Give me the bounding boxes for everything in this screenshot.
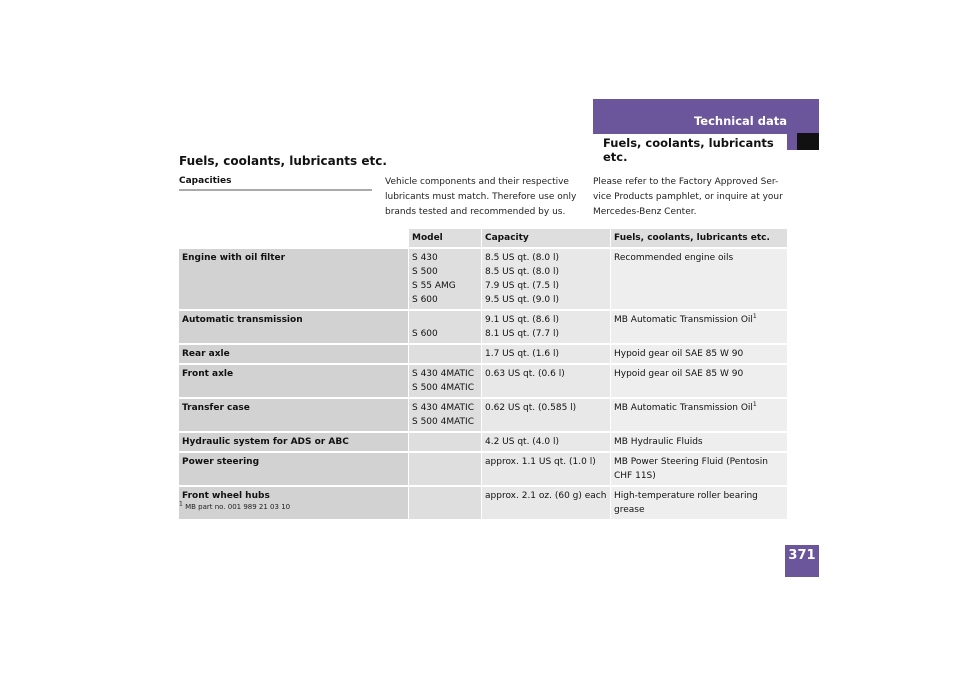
table-cell-model	[409, 365, 481, 397]
footnote-text: MB part no. 001 989 21 03 10	[185, 503, 291, 511]
table-cell-capacity	[482, 311, 610, 343]
table-cell-fluid-text: MB Automatic Transmission Oil	[614, 315, 753, 325]
capacities-table	[178, 227, 788, 521]
table-cell-component-text: Transfer case	[182, 403, 250, 413]
footnote-mark: 1	[179, 500, 183, 508]
table-header-model: Model	[409, 229, 481, 247]
table-cell-model	[409, 345, 481, 363]
subsection-title: Capacities	[179, 176, 232, 186]
table-cell-fluid-text: High-temperature roller bearing grease	[614, 491, 758, 515]
table-cell-component	[179, 345, 408, 363]
table-cell-model	[409, 487, 481, 519]
table-cell-capacity-text: 4.2 US qt. (4.0 l)	[485, 437, 559, 447]
table-cell-capacity-text: 0.63 US qt. (0.6 l)	[485, 369, 565, 379]
page-number: 371	[785, 545, 819, 577]
table-cell-fluid-text: MB Automatic Transmission Oil	[614, 403, 753, 413]
table-cell-fluid-text: MB Hydraulic Fluids	[614, 437, 703, 447]
table-cell-component-text: Automatic transmission	[182, 315, 303, 325]
table-cell-fluid	[611, 345, 787, 363]
intro-paragraph-1: Vehicle components and their respective lubricants must match. Therefore use only brands tested and recommended by us.	[385, 177, 577, 217]
table-cell-model	[409, 399, 481, 431]
table-cell-component	[179, 399, 408, 431]
table-cell-capacity-text: 0.62 US qt. (0.585 l)	[485, 403, 577, 413]
table-cell-fluid	[611, 487, 787, 519]
table-cell-fluid-text: Hypoid gear oil SAE 85 W 90	[614, 349, 744, 359]
table-cell-fluid-text: MB Power Steering Fluid (Pentosin CHF 11S)	[614, 457, 768, 481]
table-cell-fluid	[611, 365, 787, 397]
table-cell-component-text: Power steering	[182, 457, 260, 467]
table-cell-capacity	[482, 365, 610, 397]
table-row	[179, 399, 787, 431]
footnote	[179, 500, 291, 511]
table-cell-model-text: S 430 4MATIC S 500 4MATIC	[412, 403, 474, 427]
table-header-capacity: Capacity	[482, 229, 610, 247]
table-cell-model-text: S 600	[412, 329, 438, 339]
table-cell-model	[409, 453, 481, 485]
table-header-row	[179, 229, 787, 247]
table-cell-component-text: Front axle	[182, 369, 234, 379]
section-title: Fuels, coolants, lubricants etc.	[179, 154, 387, 168]
table-row	[179, 345, 787, 363]
header-title: Technical data	[693, 114, 787, 128]
table-cell-fluid	[611, 249, 787, 309]
footnote-ref: 1	[752, 313, 757, 320]
table-cell-component-text: Rear axle	[182, 349, 230, 359]
table-cell-component	[179, 453, 408, 485]
table-cell-model	[409, 249, 481, 309]
table-cell-capacity-text: 1.7 US qt. (1.6 l)	[485, 349, 559, 359]
table-cell-fluid-text: Hypoid gear oil SAE 85 W 90	[614, 369, 744, 379]
subsection-rule	[179, 189, 372, 191]
table-cell-capacity	[482, 433, 610, 451]
table-header-fluids: Fuels, coolants, lubricants etc.	[611, 229, 787, 247]
table-cell-fluid	[611, 399, 787, 431]
header-banner	[593, 99, 819, 164]
table-row	[179, 249, 787, 309]
table-cell-fluid-text: Recommended engine oils	[614, 253, 734, 263]
table-cell-component-text: Front wheel hubs	[182, 491, 270, 501]
table-cell-capacity-text: 9.1 US qt. (8.6 l) 8.1 US qt. (7.7 l)	[485, 315, 559, 339]
table-cell-model-text: S 430 S 500 S 55 AMG S 600	[412, 253, 456, 305]
table-cell-component	[179, 365, 408, 397]
table-cell-capacity-text: approx. 2.1 oz. (60 g) each	[485, 491, 607, 501]
table-row	[179, 311, 787, 343]
table-body	[179, 249, 787, 519]
table-cell-component-text: Hydraulic system for ADS or ABC	[182, 437, 349, 447]
table-cell-component	[179, 311, 408, 343]
footnote-ref: 1	[752, 401, 757, 408]
table-cell-capacity-text: 8.5 US qt. (8.0 l) 8.5 US qt. (8.0 l) 7.9 US qt. (7.5 l) 9.5 US qt. (9.0 l)	[485, 253, 559, 305]
table-cell-fluid	[611, 311, 787, 343]
table-cell-capacity	[482, 399, 610, 431]
header-marker	[797, 133, 819, 150]
table-row	[179, 433, 787, 451]
table-cell-capacity	[482, 345, 610, 363]
table-row	[179, 453, 787, 485]
header-subtitle: Fuels, coolants, lubricants etc.	[593, 134, 787, 166]
table-cell-fluid	[611, 433, 787, 451]
table-header-blank	[179, 229, 408, 247]
table-cell-component-text: Engine with oil filter	[182, 253, 286, 263]
table-cell-capacity	[482, 487, 610, 519]
table-cell-model	[409, 433, 481, 451]
intro-paragraph-2: Please refer to the Factory Approved Ser-vice Products pamphlet, or inquire at your Mercedes-Benz Center.	[593, 177, 783, 217]
table-cell-capacity	[482, 453, 610, 485]
table-cell-component	[179, 249, 408, 309]
table-cell-model	[409, 311, 481, 343]
table-cell-model-text: S 430 4MATIC S 500 4MATIC	[412, 369, 474, 393]
table-cell-capacity	[482, 249, 610, 309]
table-cell-component	[179, 433, 408, 451]
table-cell-capacity-text: approx. 1.1 US qt. (1.0 l)	[485, 457, 596, 467]
table-cell-fluid	[611, 453, 787, 485]
table-row	[179, 365, 787, 397]
